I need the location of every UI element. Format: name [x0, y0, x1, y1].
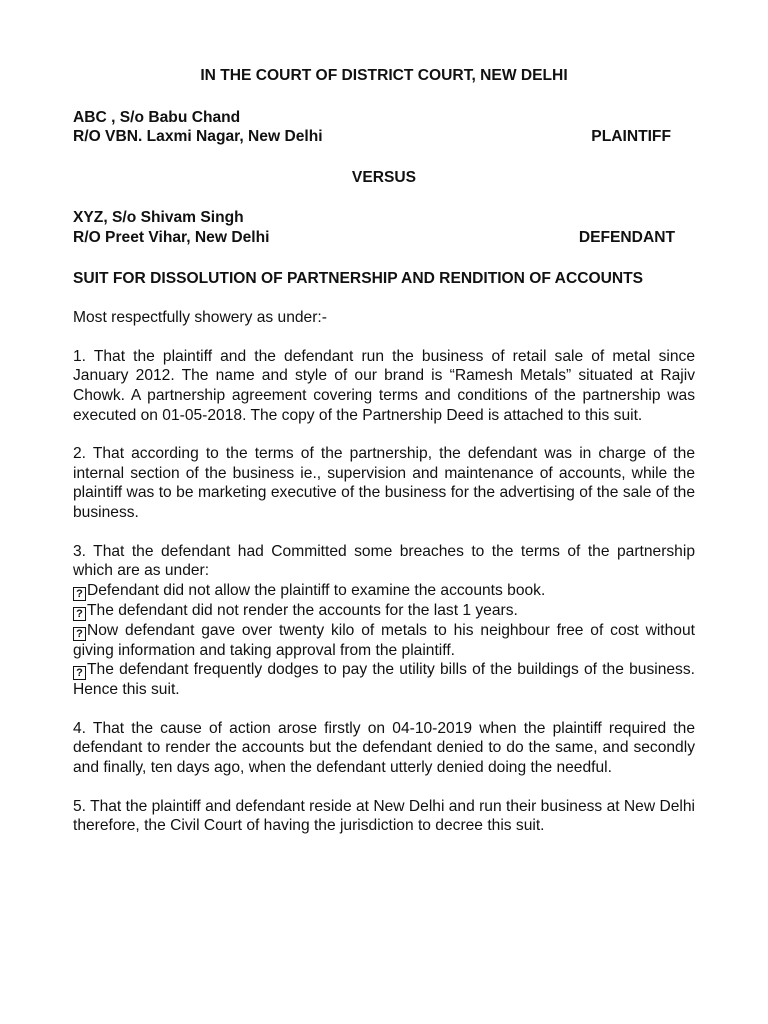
suit-title: SUIT FOR DISSOLUTION OF PARTNERSHIP AND RENDITION OF ACCOUNTS [73, 269, 644, 287]
plaintiff-block [73, 108, 695, 147]
breach-item [73, 581, 695, 601]
breach-text: The defendant frequently dodges to pay the utility bills of the buildings of the business. Hence this suit. [73, 661, 695, 699]
versus-heading: VERSUS [351, 168, 417, 186]
plaintiff-name: ABC , S/o Babu Chand [73, 108, 241, 126]
defendant-block [73, 208, 695, 247]
document-page [73, 66, 695, 855]
plaintiff-address: R/O VBN. Laxmi Nagar, New Delhi [73, 128, 323, 146]
defendant-name: XYZ, S/o Shivam Singh [73, 209, 244, 227]
missing-glyph-icon: ? [73, 666, 86, 680]
missing-glyph-icon: ? [73, 607, 86, 621]
breach-item [73, 621, 695, 661]
breach-text: Now defendant gave over twenty kilo of metals to his neighbour free of cost without giving information and taking approval from the plaintiff. [73, 621, 695, 659]
paragraph-2: 2. That according to the terms of the partnership, the defendant was in charge of the internal section of the business ie., supervision and maintenance of accounts, while the plaintiff was to be marketing executive of the business for the advertising of the sale of the business. [73, 445, 695, 521]
breach-item [73, 660, 695, 700]
paragraph-3: 3. That the defendant had Committed some breaches to the terms of the partnership which are as under: [73, 542, 695, 580]
paragraph-3-block [73, 542, 695, 700]
missing-glyph-icon: ? [73, 587, 86, 601]
breach-text: Defendant did not allow the plaintiff to examine the accounts book. [87, 581, 546, 599]
breach-text: The defendant did not render the accounts for the last 1 years. [87, 601, 518, 619]
plaintiff-role: PLAINTIFF [591, 128, 671, 146]
defendant-address: R/O Preet Vihar, New Delhi [73, 228, 270, 246]
missing-glyph-icon: ? [73, 627, 86, 641]
paragraph-1: 1. That the plaintiff and the defendant run the business of retail sale of metal since January 2012. The name and style of our brand is “Ramesh Metals” situated at Rajiv Chowk. A partnership agreement covering terms and conditions of the partnership was executed on 01-05-2018. The copy of the Partnership Deed is attached to this suit. [73, 347, 695, 424]
paragraph-4: 4. That the cause of action arose firstly on 04-10-2019 when the plaintiff required the defendant to render the accounts but the defendant denied to do the same, and secondly and finally, ten days ago, when the defendant utterly denied doing the needful. [73, 719, 695, 777]
defendant-role: DEFENDANT [578, 228, 675, 246]
paragraph-5: 5. That the plaintiff and defendant reside at New Delhi and run their business at New Delhi therefore, the Civil Court of having the jurisdiction to decree this suit. [73, 797, 695, 835]
court-title: IN THE COURT OF DISTRICT COURT, NEW DELHI [200, 67, 568, 84]
intro-line: Most respectfully showery as under:- [73, 309, 327, 327]
breach-item [73, 601, 695, 621]
